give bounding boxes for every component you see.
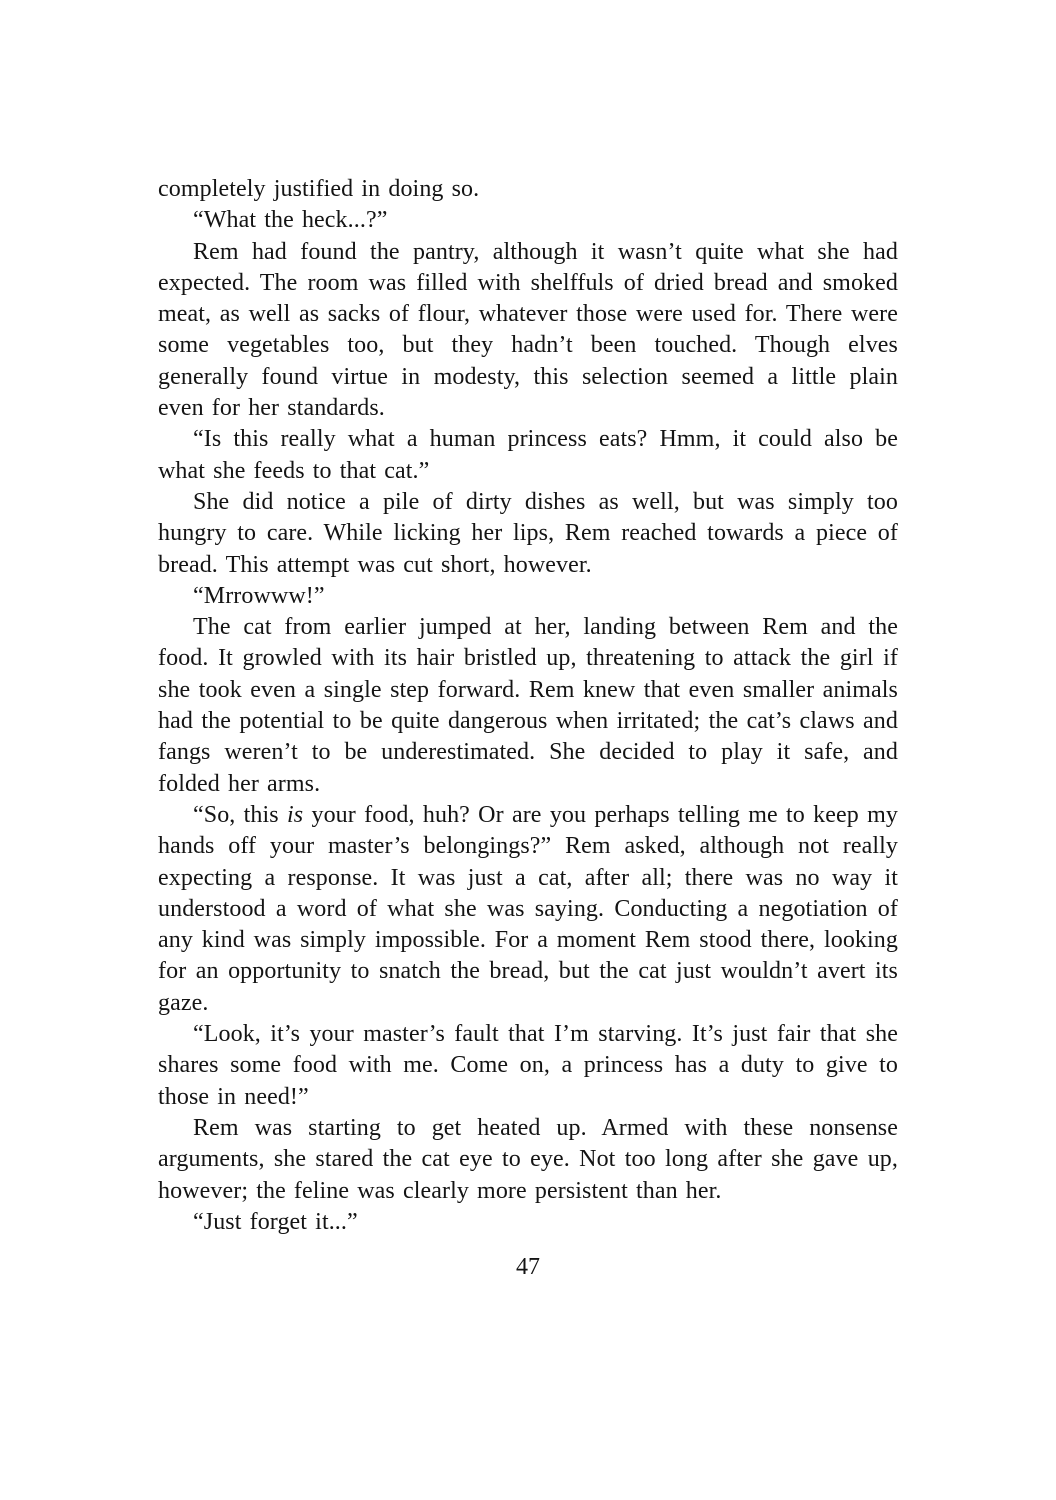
- text-run: “Mrrowww!”: [193, 582, 325, 609]
- text-run: “Just forget it...”: [193, 1208, 358, 1235]
- paragraph: [158, 1207, 898, 1238]
- paragraph: [158, 581, 898, 612]
- paragraph: [158, 424, 898, 487]
- paragraph: [158, 1113, 898, 1207]
- page-number: 47: [516, 1254, 540, 1280]
- text-run: “Look, it’s your master’s fault that I’m starving. It’s just fair that she shares some food with me. Come on, a princess has a duty to give to those in need!”: [158, 1021, 898, 1110]
- text-run: The cat from earlier jumped at her, landing between Rem and the food. It growled with its hair bristled up, threatening to attack the girl if she took even a single step forward. Rem knew that even smaller animals had the potential to be quite dangerous when irritated; the cat’s claws and fangs weren’t to be underestimated. She decided to play it safe, and folded her arms.: [158, 614, 898, 797]
- text-run: “Is this really what a human princess eats? Hmm, it could also be what she feeds to that cat.”: [158, 426, 898, 484]
- paragraph: [158, 800, 898, 1019]
- paragraph: [158, 237, 898, 425]
- paragraph: [158, 487, 898, 581]
- paragraph: [158, 205, 898, 236]
- italic-text: is: [287, 801, 304, 828]
- text-run: Rem was starting to get heated up. Armed with these nonsense arguments, she stared the cat eye to eye. Not too long after she gave up, however; the feline was clearly more persistent than her.: [158, 1114, 898, 1204]
- paragraph: [158, 1019, 898, 1113]
- paragraph: [158, 612, 898, 800]
- text-run: completely justified in doing so.: [158, 176, 480, 202]
- text-run: “What the heck...?”: [193, 207, 388, 234]
- page-text: [158, 174, 898, 1238]
- text-run: “So, this: [193, 801, 287, 828]
- text-run: She did notice a pile of dirty dishes as well, but was simply too hungry to care. While licking her lips, Rem reached towards a piece of bread. This attempt was cut short, however.: [158, 488, 898, 578]
- paragraph: [158, 174, 898, 205]
- text-run: your food, huh? Or are you perhaps telling me to keep my hands off your master’s belongings?” Rem asked, although not really expecting a response. It was just a cat, after all; there was no way it understood a word of what she was saying. Conducting a negotiation of any kind was simply impossible. For a moment Rem stood there, looking for an opportunity to snatch the bread, but the cat just wouldn’t avert its gaze.: [158, 801, 898, 1016]
- text-run: Rem had found the pantry, although it wasn’t quite what she had expected. The room was filled with shelffuls of dried bread and smoked meat, as well as sacks of flour, whatever those were used for. There were some vegetables too, but they hadn’t been touched. Though elves generally found virtue in modesty, this selection seemed a little plain even for her standards.: [158, 238, 898, 422]
